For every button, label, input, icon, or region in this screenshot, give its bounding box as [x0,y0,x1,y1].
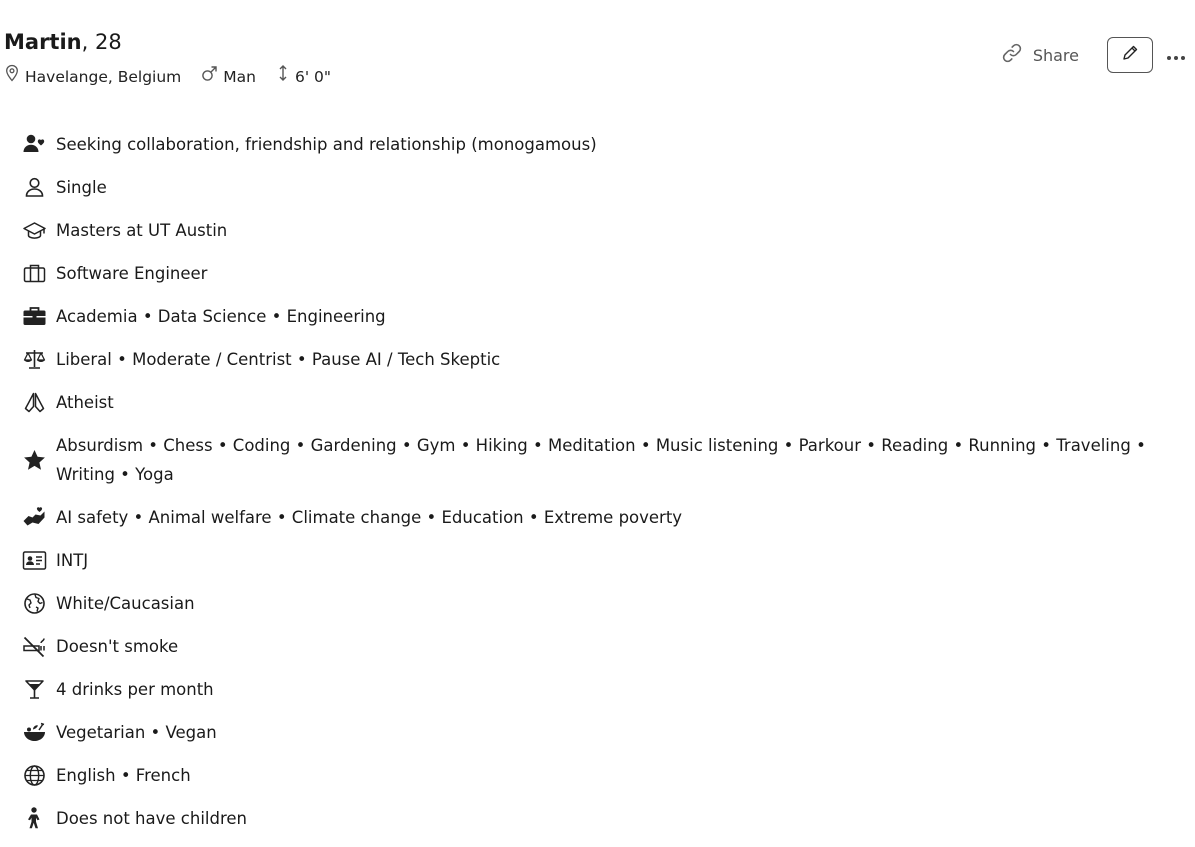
globe-earth-icon [22,591,47,616]
detail-text: Academia • Data Science • Engineering [56,307,386,326]
map-pin-icon [4,64,25,89]
detail-occupation [22,259,1182,288]
detail-ethnicity [22,589,1182,618]
detail-text: INTJ [56,551,89,570]
profile-details-list [22,130,1182,847]
vertical-arrows-icon [276,64,295,89]
profile-title [4,27,122,57]
briefcase-icon [22,304,47,329]
no-smoking-icon [22,634,47,659]
profile-name: Martin [4,30,82,54]
location-text: Havelange, Belgium [25,67,182,86]
detail-text: Vegetarian • Vegan [56,723,217,742]
detail-interests [22,431,1182,489]
detail-text: Atheist [56,393,114,412]
detail-text: Seeking collaboration, friendship and relationship (monogamous) [56,135,597,154]
graduation-cap-icon [22,218,47,243]
gender-text: Man [223,67,256,86]
detail-education [22,216,1182,245]
detail-children [22,804,1182,833]
detail-causes [22,503,1182,532]
user-heart-icon [22,132,47,157]
cocktail-glass-icon [22,677,47,702]
detail-text: Liberal • Moderate / Centrist • Pause AI / Tech Skeptic [56,350,501,369]
detail-smoking [22,632,1182,661]
detail-text: 4 drinks per month [56,680,214,699]
child-icon [22,806,47,831]
user-icon [22,175,47,200]
share-button[interactable] [1001,42,1079,68]
detail-text: AI safety • Animal welfare • Climate change • Education • Extreme poverty [56,508,683,527]
profile-meta [4,64,351,89]
detail-text: Doesn't smoke [56,637,179,656]
detail-text: Absurdism • Chess • Coding • Gardening • Gym • Hiking • Meditation • Music listening • Parkour • Reading • Running • Traveling • Writing • Yoga [56,436,1146,484]
salad-bowl-icon [22,720,47,745]
profile-actions [1001,37,1187,73]
detail-text: English • French [56,766,191,785]
height-text: 6' 0" [294,67,332,86]
pencil-icon [1121,44,1139,66]
id-card-icon [22,548,47,573]
male-icon [201,65,223,89]
praying-hands-icon [22,390,47,415]
detail-fields [22,302,1182,331]
detail-politics [22,345,1182,374]
detail-text: Software Engineer [56,264,208,283]
gender-meta [201,65,256,89]
detail-text: Single [56,178,107,197]
link-icon [1001,42,1033,68]
location-meta [4,64,181,89]
detail-text: Does not have children [56,809,247,828]
ellipsis-icon [1166,46,1186,65]
detail-text: Masters at UT Austin [56,221,228,240]
handshake-heart-icon [22,505,47,530]
share-label: Share [1032,45,1079,65]
height-meta [276,64,331,89]
scale-icon [22,347,47,372]
detail-languages [22,761,1182,790]
edit-button[interactable] [1107,37,1153,73]
briefcase-outline-icon [22,261,47,286]
detail-diet [22,718,1182,747]
profile-header [0,0,1195,100]
detail-relationship-status [22,173,1182,202]
detail-seeking [22,130,1182,159]
detail-text: White/Caucasian [56,594,195,613]
detail-religion [22,388,1182,417]
star-icon [22,448,47,473]
detail-personality [22,546,1182,575]
detail-drinking [22,675,1182,704]
profile-age: , 28 [81,30,122,54]
more-options-button[interactable] [1165,37,1187,73]
globe-icon [22,763,47,788]
